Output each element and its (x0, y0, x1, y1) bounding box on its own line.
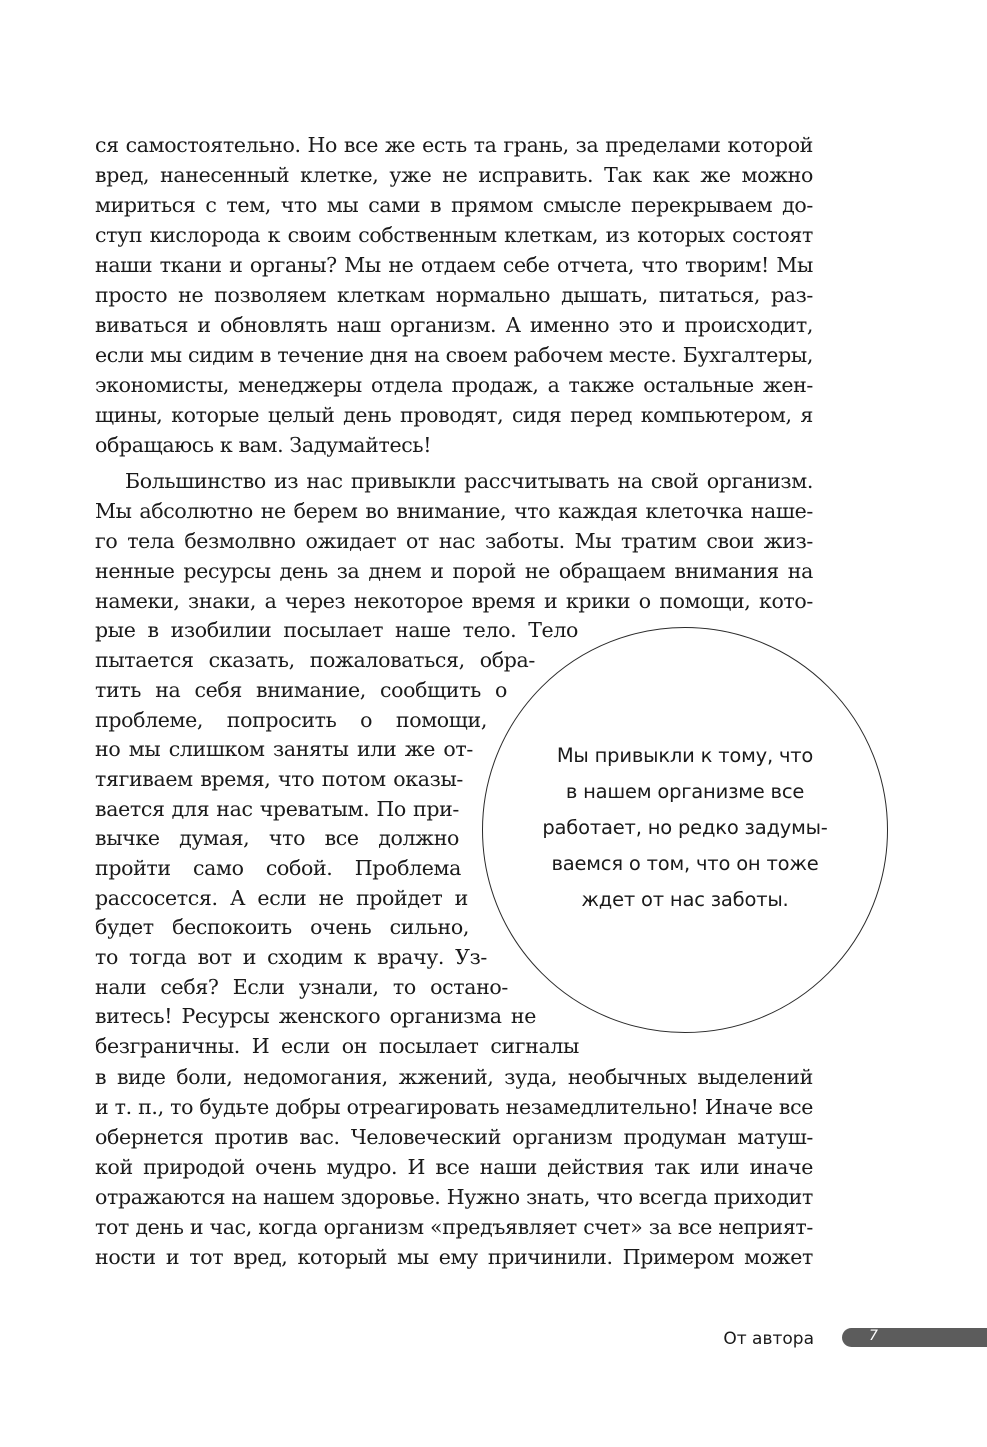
text-line: тот день и час, когда организм «предъявляет счет» за все неприят- (95, 1215, 813, 1239)
text-line: ступ кислорода к своим собственным клеткам, из которых состоят (95, 223, 813, 247)
text-line: проблеме, попросить о помощи, (95, 708, 487, 732)
pull-quote-line: работает, но редко задумы- (542, 816, 828, 839)
text-line: пытается сказать, пожаловаться, обра- (95, 648, 535, 672)
text-line: но мы слишком заняты или же от- (95, 737, 473, 761)
text-line: пройти само собой. Проблема (95, 856, 461, 880)
text-line: ности и тот вред, который мы ему причинили. Примером может (95, 1245, 813, 1269)
pull-quote-line: ваемся о том, что он тоже (551, 852, 819, 875)
text-line: если мы сидим в течение дня на своем рабочем месте. Бухгалтеры, (95, 343, 813, 367)
text-line: отражаются на нашем здоровье. Нужно знать, что всегда приходит (95, 1185, 813, 1209)
text-line: обращаюсь к вам. Задумайтесь! (95, 433, 432, 457)
text-line: безграничны. И если он посылает сигналы (95, 1034, 579, 1058)
text-line: виваться и обновлять наш организм. А именно это и происходит, (95, 313, 813, 337)
text-line: и т. п., то будьте добры отреагировать незамедлительно! Иначе все (95, 1095, 813, 1119)
text-line: просто не позволяем клеткам нормально дышать, питаться, раз- (95, 283, 813, 307)
text-line: вред, нанесенный клетке, уже не исправить. Так как же можно (95, 163, 813, 187)
page-number-tab (842, 1328, 987, 1347)
text-line: тить на себя внимание, сообщить о (95, 678, 507, 702)
text-line: Большинство из нас привыкли рассчитывать на свой организм. (125, 469, 813, 493)
text-line: рассосется. А если не пройдет и (95, 886, 468, 910)
text-line: в виде боли, недомогания, жжений, зуда, необычных выделений (95, 1065, 813, 1089)
text-line: тягиваем время, что потом оказы- (95, 767, 463, 791)
text-line: будет беспокоить очень сильно, (95, 915, 469, 939)
text-line: ся самостоятельно. Но все же есть та грань, за пределами которой (95, 133, 813, 157)
running-footer-title: От автора (723, 1329, 814, 1349)
pull-quote-line: в нашем организме все (565, 780, 805, 803)
text-line: го тела безмолвно ожидает от нас заботы. Мы тратим свои жиз- (95, 529, 813, 553)
text-line: экономисты, менеджеры отдела продаж, а также остальные жен- (95, 373, 813, 397)
page-number: 7 (869, 1328, 878, 1344)
text-line: рые в изобилии посылает наше тело. Тело (95, 618, 578, 642)
text-line: вается для нас чреватым. По при- (95, 797, 459, 821)
text-line: обернется против вас. Человеческий организм продуман матуш- (95, 1125, 813, 1149)
text-line: ненные ресурсы день за днем и порой не обращаем внимания на (95, 559, 813, 583)
text-line: кой природой очень мудро. И все наши действия так или иначе (95, 1155, 813, 1179)
text-line: мириться с тем, что мы сами в прямом смысле перекрываем до- (95, 193, 813, 217)
text-line: нали себя? Если узнали, то остано- (95, 975, 508, 999)
text-line: наши ткани и органы? Мы не отдаем себе отчета, что творим! Мы (95, 253, 813, 277)
text-line: намеки, знаки, а через некоторое время и крики о помощи, кото- (95, 589, 813, 613)
text-line: витесь! Ресурсы женского организма не (95, 1004, 536, 1028)
pull-quote-line: Мы привыкли к тому, что (556, 744, 814, 767)
text-line: вычке думая, что все должно (95, 826, 459, 850)
text-line: то тогда вот и сходим к врачу. Уз- (95, 945, 487, 969)
text-line: Мы абсолютно не берем во внимание, что каждая клеточка наше- (95, 499, 813, 523)
pull-quote-line: ждет от нас заботы. (581, 888, 789, 911)
text-line: щины, которые целый день проводят, сидя перед компьютером, я (95, 403, 813, 427)
